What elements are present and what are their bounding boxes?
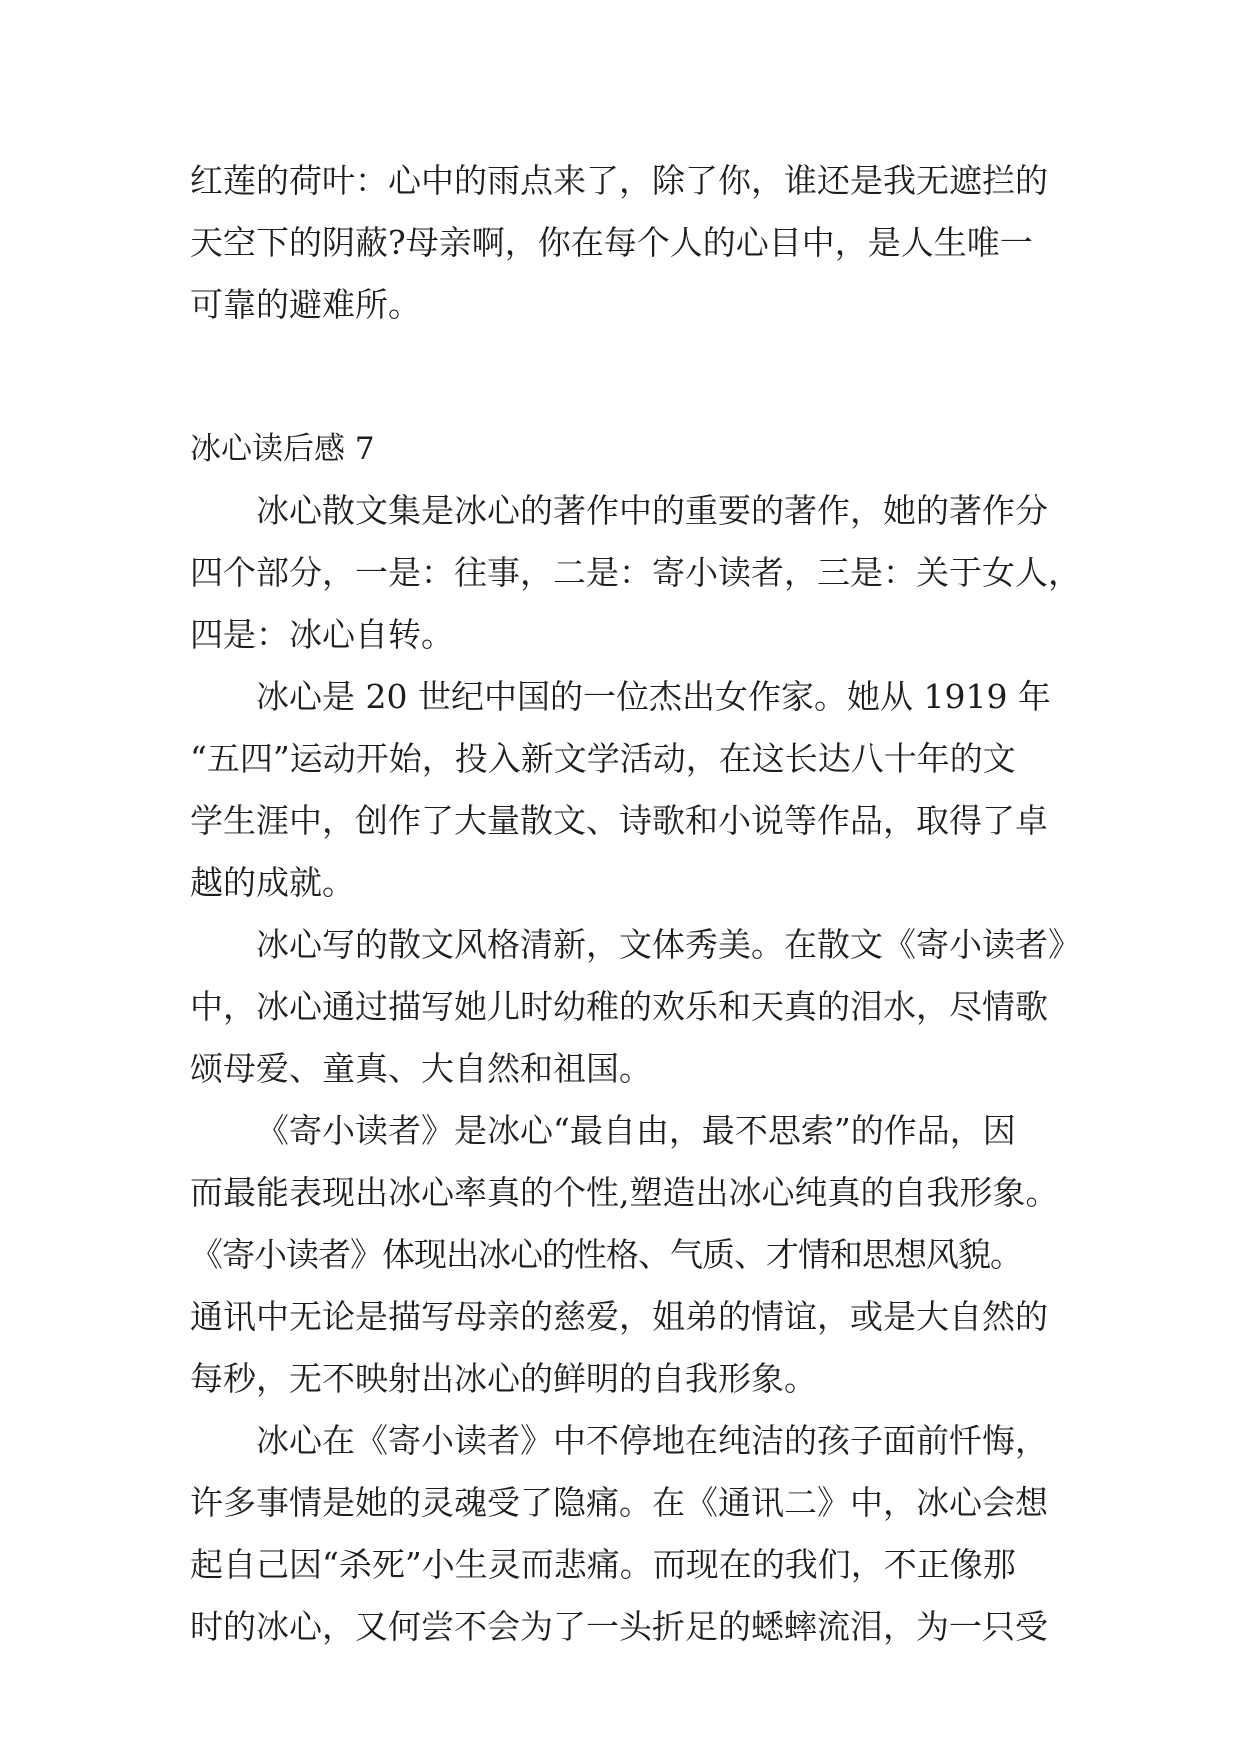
paragraph-1	[190, 480, 1081, 666]
text-line: 《寄小读者》体现出冰心的性格、气质、才情和思想风貌。	[190, 1235, 1022, 1274]
document-body	[190, 150, 1081, 1658]
paragraph-5	[190, 1410, 1070, 1658]
text-line: 冰心在《寄小读者》中不停地在纯洁的孩子面前忏悔，	[256, 1421, 1048, 1460]
text-line: 而最能表现出冰心率真的个性,塑造出冰心纯真的自我形象。	[190, 1173, 1059, 1212]
text-line: “五四”运动开始，投入新文学活动，在这长达八十年的文	[190, 739, 1016, 778]
paragraph-2	[190, 666, 1070, 914]
intro-paragraph	[190, 150, 1070, 336]
text-line: 学生涯中，创作了大量散文、诗歌和小说等作品，取得了卓	[190, 801, 1048, 840]
paragraph-3	[190, 914, 1081, 1100]
text-line: 许多事情是她的灵魂受了隐痛。在《通讯二》中，冰心会想	[190, 1483, 1048, 1522]
text-line: 四是：冰心自转。	[190, 615, 454, 654]
text-line: 四个部分，一是：往事，二是：寄小读者，三是：关于女人，	[190, 553, 1081, 592]
text-line: 冰心是 20 世纪中国的一位杰出女作家。她从 1919 年	[256, 677, 1051, 716]
text-line: 红莲的荷叶：心中的雨点来了，除了你，谁还是我无遮拦的	[190, 161, 1048, 200]
text-line: 《寄小读者》是冰心“最自由，最不思索”的作品，因	[256, 1111, 1016, 1150]
text-line: 时的冰心，又何尝不会为了一头折足的蟋蟀流泪，为一只受	[190, 1607, 1048, 1646]
text-line: 颂母爱、童真、大自然和祖国。	[190, 1049, 652, 1088]
text-line: 冰心散文集是冰心的著作中的重要的著作，她的著作分	[256, 491, 1048, 530]
text-line: 中，冰心通过描写她儿时幼稚的欢乐和天真的泪水，尽情歌	[190, 987, 1048, 1026]
text-line: 每秒，无不映射出冰心的鲜明的自我形象。	[190, 1359, 817, 1398]
paragraph-4	[190, 1100, 1070, 1410]
text-line: 冰心写的散文风格清新，文体秀美。在散文《寄小读者》	[256, 925, 1081, 964]
section-spacer	[190, 336, 1070, 418]
text-line: 越的成就。	[190, 863, 355, 902]
text-line: 可靠的避难所。	[190, 285, 421, 324]
section-title: 冰心读后感 7	[190, 431, 375, 467]
text-line: 天空下的阴蔽?母亲啊，你在每个人的心目中，是人生唯一	[190, 223, 1033, 262]
text-line: 起自己因“杀死”小生灵而悲痛。而现在的我们，不正像那	[190, 1545, 1016, 1584]
text-line: 通讯中无论是描写母亲的慈爱，姐弟的情谊，或是大自然的	[190, 1297, 1048, 1336]
